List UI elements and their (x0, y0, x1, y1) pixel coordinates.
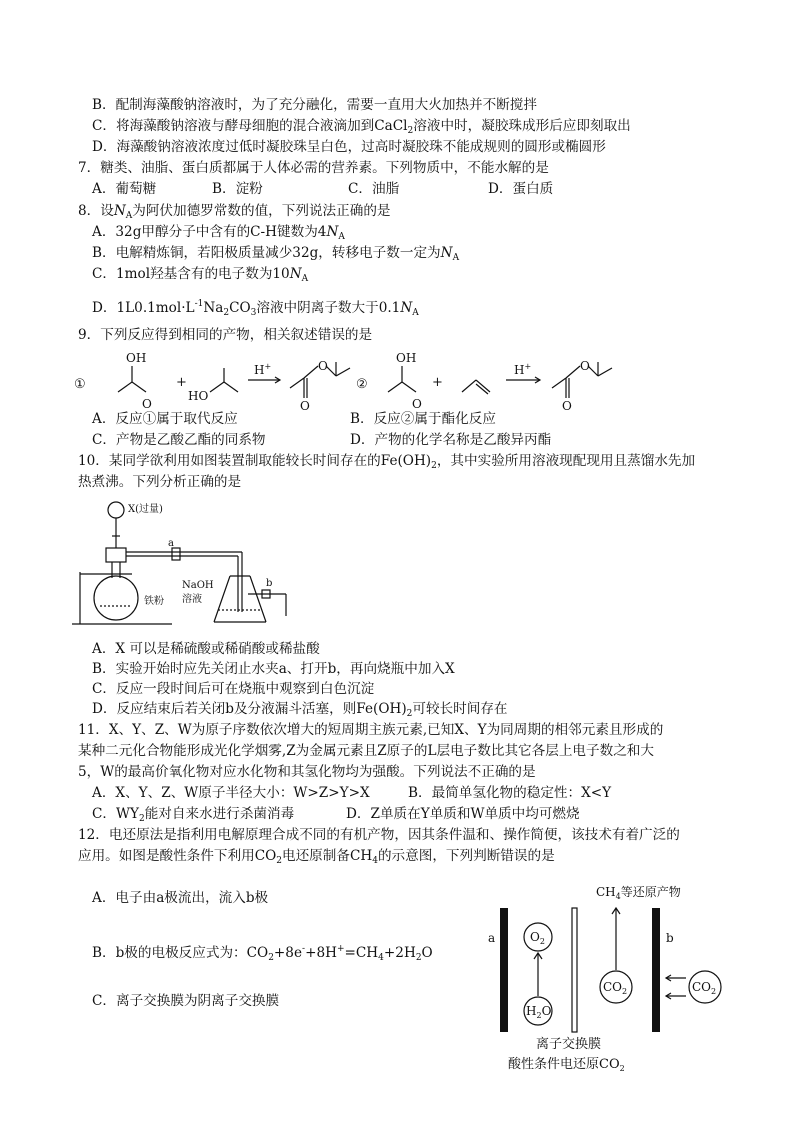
q8-option-d: D．$1L0.1mol\cdot L^{-1}Na_2CO_3$溶液中阴离子数大于$0.1N_A$ (92, 299, 419, 318)
q10-apparatus-diagram (72, 494, 302, 634)
q12-option-b: B．b极的电极反应式为：$CO_2+8e^-+8H^+=CH_4+2H_2O$ (92, 944, 433, 963)
q7-option-a: A．葡萄糖 (92, 181, 157, 197)
o-label-2: O (412, 397, 422, 411)
q10-stem-line2: 热煮沸。下列分析正确的是 (78, 474, 242, 490)
oh-label-2: OH (396, 351, 417, 365)
q8-option-b: B．电解精炼铜，若阳极质量减少32g，转移电子数一定为$N_A$ (92, 245, 460, 263)
q9-reaction-scheme (70, 348, 670, 412)
clip-a-label: a (168, 538, 174, 549)
o2-label: $O_2$ (530, 930, 545, 946)
q9-option-d: D．产物的化学名称是乙酸异丙酯 (350, 432, 552, 448)
q11-stem-line1: 11．X、Y、Z、W为原子序数依次增大的短周期主族元素,已知X、Y为同周期的相邻元素且形成的 (78, 722, 664, 738)
q7-option-b: B．淀粉 (212, 181, 263, 197)
catalyst-1: H+ (254, 362, 272, 377)
q9-stem: 9．下列反应得到相同的产物，相关叙述错误的是 (78, 327, 373, 343)
product2-ester-o: O (580, 359, 590, 373)
plus-sign-2: + (432, 375, 443, 390)
q10-option-a: A．X 可以是稀硫酸或稀硝酸或稀盐酸 (92, 641, 320, 657)
ion-exchange-membrane (572, 908, 577, 1032)
q12-electrolysis-diagram (480, 880, 740, 1076)
q8-stem: 8．设$N_A$为阿伏加德罗常数的值，下列说法正确的是 (78, 203, 391, 221)
q12-option-a: A．电子由a极流出，流入b极 (92, 890, 269, 906)
q10-option-b: B．实验开始时应先关闭止水夹a、打开b，再向烧瓶中加入X (92, 661, 455, 677)
catalyst-2: H+ (514, 362, 532, 377)
electrode-b (652, 908, 660, 1032)
reaction-1-label: ① (74, 377, 86, 392)
q10-option-c: C．反应一段时间后可在烧瓶中观察到白色沉淀 (92, 681, 375, 697)
solution-label: 溶液 (182, 594, 202, 605)
iron-powder-label: 铁粉 (144, 596, 164, 607)
q12-stem-line1: 12．电还原法是指利用电解原理合成不同的有机产物，因其条件温和、操作简便，该技术有着广泛的 (78, 827, 680, 843)
q11-stem-line3: 5，W的最高价氧化物对应水化物和其氢化物均为强酸。下列说法不正确的是 (78, 764, 536, 780)
membrane-label: 离子交换膜 (536, 1037, 602, 1052)
q11-option-a: A．X、Y、Z、W原子半径大小：W>Z>Y>X (92, 785, 370, 801)
oh-label: OH (126, 351, 147, 365)
q6-option-d: D．海藻酸钠溶液浓度过低时凝胶珠呈白色，过高时凝胶珠不能成规则的圆形或椭圆形 (92, 139, 606, 155)
product1-ester-o: O (318, 359, 328, 373)
q11-option-d: D．Z单质在Y单质和W单质中均可燃烧 (346, 806, 580, 822)
q9-option-b: B．反应②属于酯化反应 (350, 411, 496, 427)
clip-b-label: b (266, 578, 273, 589)
electrode-a-label: a (488, 931, 496, 945)
electrode-b-label: b (666, 931, 674, 945)
q12-stem-line2: 应用。如图是酸性条件下利用$CO_2$电还原制备$CH_4$的示意图，下列判断错误的是 (78, 848, 555, 866)
product1-o: O (300, 399, 310, 412)
q11-option-b: B．最简单氢化物的稳定性：X<Y (408, 785, 612, 801)
q6-option-c: C．将海藻酸钠溶液与酵母细胞的混合液滴加到CaCl$_2$溶液中时，凝胶珠成形后应即刻取出 (92, 118, 631, 136)
reaction-2-label: ② (356, 377, 368, 392)
q11-option-c: C．$WY_2$能对自来水进行杀菌消毒 (92, 806, 295, 824)
q11-stem-line2: 某种二元化合物能形成光化学烟雾,Z为金属元素且Z原子的L层电子数比其它各层上电子数之和大 (78, 743, 654, 759)
plus-sign: + (176, 375, 187, 390)
q10-stem-line1: 10．某同学欲利用如图装置制取能较长时间存在的$Fe(OH)_2$，其中实验所用溶液现配现用且蒸馏水先加 (78, 453, 696, 471)
q7-stem: 7．糖类、油脂、蛋白质都属于人体必需的营养素。下列物质中，不能水解的是 (78, 160, 549, 176)
q9-option-a: A．反应①属于取代反应 (92, 411, 238, 427)
q8-option-c: C．1mol羟基含有的电子数为$10N_A$ (92, 266, 309, 284)
q8-option-a: A．32g甲醇分子中含有的C-H键数为$4N_A$ (92, 224, 345, 242)
h2o-label: $H_2O$ (526, 1004, 552, 1020)
co2-inner-label: $CO_2$ (603, 980, 628, 996)
product2-o: O (562, 399, 572, 412)
o-label: O (142, 397, 152, 411)
q10-option-d: D．反应结束后若关闭b及分液漏斗活塞，则$Fe(OH)_2$可较长时间存在 (92, 701, 508, 719)
x-reagent-label: X(过量) (128, 504, 163, 515)
q7-option-c: C．油脂 (348, 181, 400, 197)
reduction-products-label: $CH_4$等还原产物 (596, 885, 681, 901)
ho-label: HO (188, 389, 209, 403)
naoh-label: NaOH (182, 580, 214, 591)
q6-option-b: B．配制海藻酸钠溶液时，为了充分融化，需要一直用大火加热并不断搅拌 (92, 97, 537, 113)
electrode-a (500, 908, 508, 1032)
q9-option-c: C．产物是乙酸乙酯的同系物 (92, 432, 266, 448)
diagram-caption: 酸性条件电还原$CO_2$ (508, 1057, 625, 1073)
co2-outer-label: $CO_2$ (692, 980, 717, 996)
q12-option-c: C．离子交换膜为阴离子交换膜 (92, 993, 280, 1009)
q7-option-d: D．蛋白质 (488, 181, 554, 197)
